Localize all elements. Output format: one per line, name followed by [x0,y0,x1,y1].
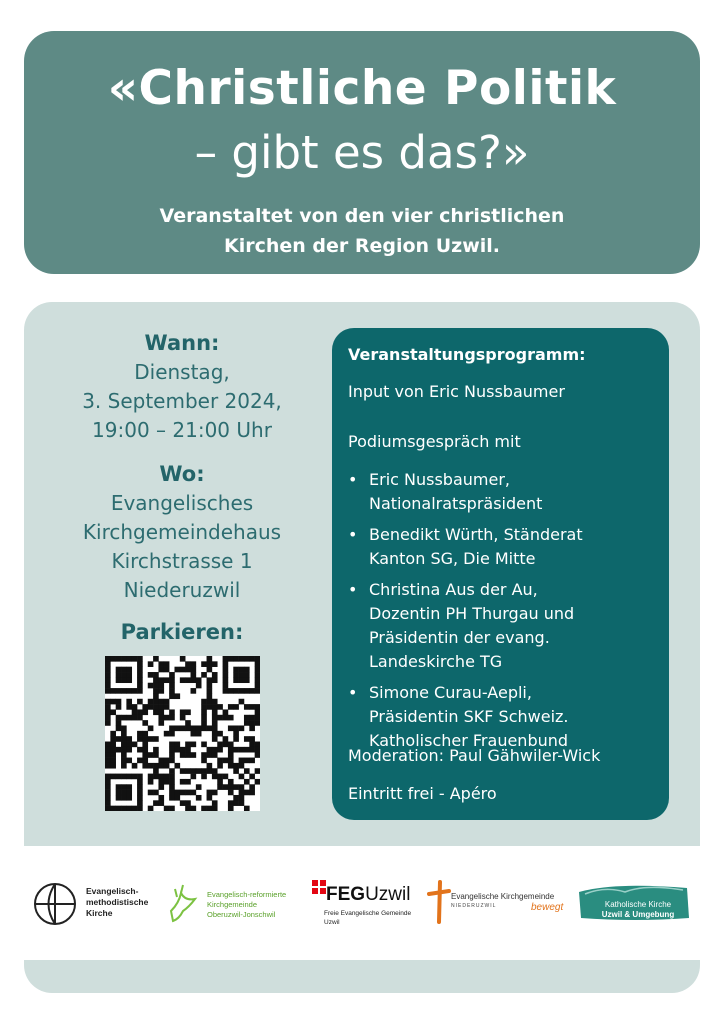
speaker-line: Simone Curau-Aepli, [369,683,532,702]
bullet: • [348,470,358,489]
speaker-line: Präsidentin SKF Schweiz. [369,707,569,726]
bullet: • [348,683,358,702]
emk-line: methodistische [86,897,149,907]
program-moderation: Moderation: Paul Gähwiler-Wick [348,746,601,765]
speaker-line: Landeskirche TG [369,652,503,671]
speaker-item [348,578,658,674]
cross-icon [427,880,451,924]
qr-code[interactable] [105,656,260,811]
title-line-1: «Christliche Politik [107,61,617,116]
header-banner [24,31,700,274]
emk-cross-icon [32,881,78,927]
qr-code-image [105,656,260,811]
feg-sub: Uzwil [324,919,340,926]
speaker-list [348,468,658,760]
where-details [44,489,320,605]
when-day: Dienstag, [134,360,230,384]
feg-square-icon [312,880,326,894]
when-label: Wann: [144,331,220,355]
speaker-line: Katholischer Frauenbund [369,731,569,750]
speaker-line: Kanton SG, Die Mitte [369,549,536,568]
where-label: Wo: [159,462,205,486]
program-podium: Podiumsgespräch mit [348,432,521,451]
speaker-line: Christina Aus der Au, [369,580,538,599]
emk-line: Kirche [86,908,113,918]
speaker-item [348,523,658,571]
when-time: 19:00 – 21:00 Uhr [92,418,272,442]
where-line-4: Niederuzwil [123,578,241,602]
ref-line: Kirchgemeinde [207,900,258,909]
program-entry: Eintritt frei - Apéro [348,784,497,803]
speaker-item [348,681,658,753]
where-line-3: Kirchstrasse 1 [111,549,253,573]
feg-sub: Freie Evangelische Gemeinde [324,910,412,917]
speaker-line: Eric Nussbaumer, [369,470,510,489]
title-line-2: – gibt es das?» [194,126,530,179]
bullet: • [348,580,358,599]
when-details [44,358,320,445]
logo-evk-niederuzwil [425,872,570,932]
speaker-line: Präsidentin der evang. [369,628,550,647]
emk-line: Evangelisch- [86,886,139,896]
evk-line1: Evangelische Kirchgemeinde [451,892,555,901]
dove-icon [167,881,203,927]
kath-line: Katholische Kirche [604,900,672,909]
parking-label: Parkieren: [120,620,244,644]
where-line-2: Kirchgemeindehaus [82,520,282,544]
program-box [332,328,669,820]
speaker-line: Dozentin PH Thurgau und [369,604,575,623]
subtitle [24,201,700,261]
program-input: Input von Eric Nussbaumer [348,382,565,401]
speaker-item [348,468,658,516]
feg-name: Uzwil [365,884,411,905]
evk-line2: NIEDERUZWIL [451,903,497,909]
where-line-1: Evangelisches [110,491,254,515]
ref-line: Oberuzwil-Jonschwil [207,910,276,919]
speaker-line: Nationalratspräsident [369,494,543,513]
evk-tag: bewegt [531,902,564,913]
kath-line: Uzwil & Umgebung [601,910,675,919]
logo-feg [310,872,422,932]
bullet: • [348,525,358,544]
ref-line: Evangelisch-reformierte [207,890,287,899]
when-date: 3. September 2024, [82,389,282,413]
feg-bold: FEG [326,884,366,905]
speaker-line: Benedikt Würth, Ständerat [369,525,583,544]
logo-kath [575,872,695,932]
logo-emk [30,872,160,932]
logo-reformed [165,872,305,932]
program-title: Veranstaltungsprogramm: [348,345,586,364]
subtitle-line-2: Kirchen der Region Uzwil. [223,235,500,257]
subtitle-line-1: Veranstaltet von den vier christlichen [159,205,565,227]
